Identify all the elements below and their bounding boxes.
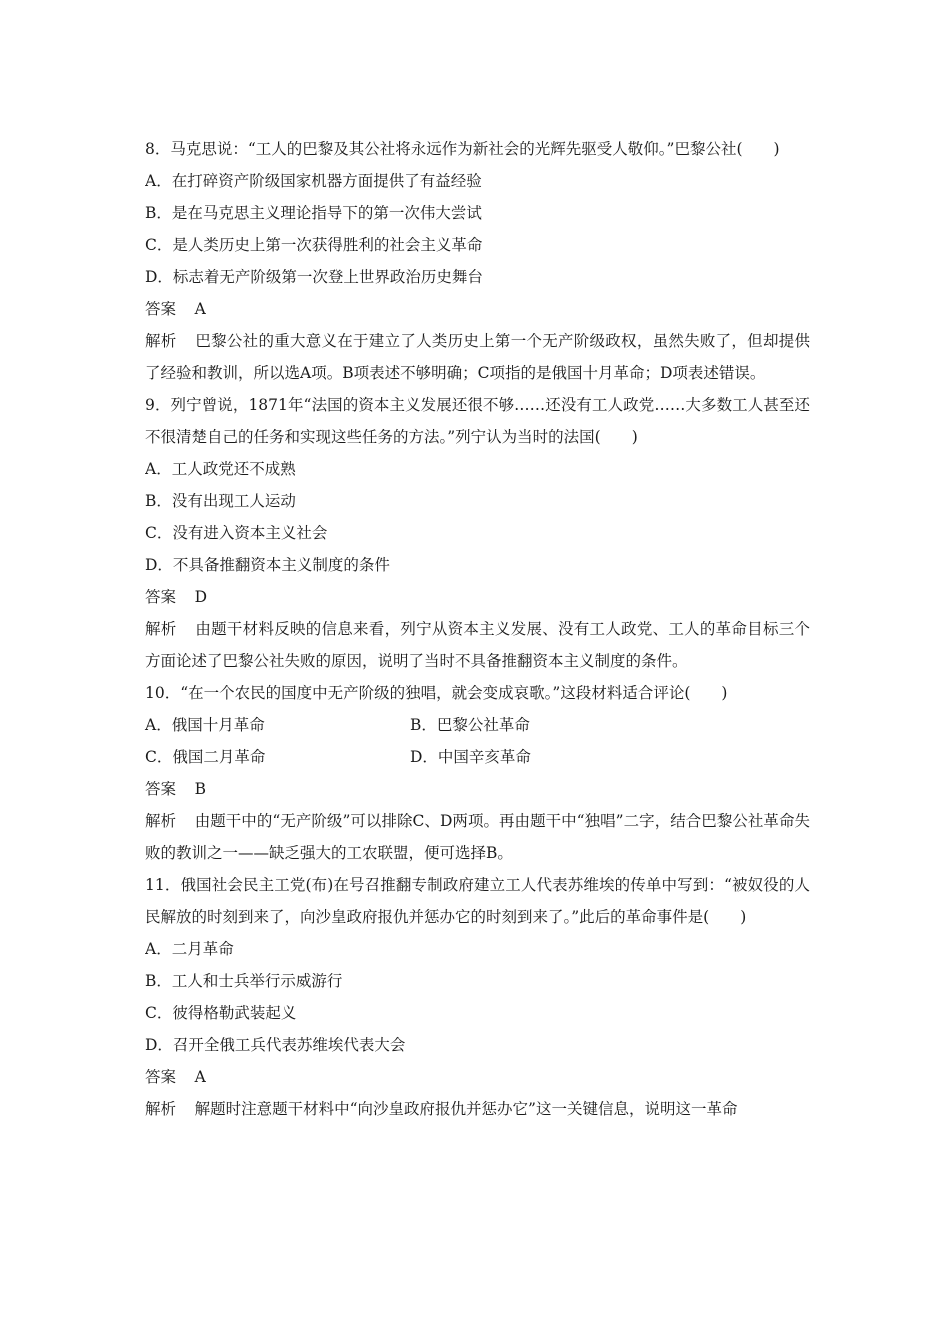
option-d: D．召开全俄工兵代表苏维埃代表大会 [145, 1036, 406, 1054]
question-9 [145, 389, 810, 677]
option-a: A．俄国十月革命 [145, 716, 265, 734]
option-b: B．没有出现工人运动 [145, 492, 296, 510]
analysis-text: 由题干中的“无产阶级”可以排除C、D两项。再由题干中“独唱”二字，结合巴黎公社革命失败的教训之一——缺乏强大的工农联盟，便可选择B。 [145, 812, 810, 862]
answer-line [145, 581, 810, 613]
answer-line [145, 1061, 810, 1093]
question-stem: 8．马克思说：“工人的巴黎及其公社将永远作为新社会的光辉先驱受人敬仰。”巴黎公社( ) [145, 140, 780, 158]
option-c: C．俄国二月革命 [145, 748, 266, 766]
question-stem: 11．俄国社会民主工党(布)在号召推翻专制政府建立工人代表苏维埃的传单中写到：“被奴役的人民解放的时刻到来了，向沙皇政府报仇并惩办它的时刻到来了。”此后的革命事件是( ) [145, 876, 810, 926]
option-row [145, 741, 810, 773]
answer-value: A [194, 300, 206, 318]
analysis-line [145, 805, 810, 869]
answer-label: 答案 [145, 780, 177, 798]
answer-label: 答案 [145, 1068, 177, 1086]
analysis-label: 解析 [145, 812, 177, 830]
option-d: D．不具备推翻资本主义制度的条件 [145, 556, 390, 574]
analysis-line [145, 325, 810, 389]
analysis-text: 由题干材料反映的信息来看，列宁从资本主义发展、没有工人政党、工人的革命目标三个方面论述了巴黎公社失败的原因，说明了当时不具备推翻资本主义制度的条件。 [145, 620, 810, 670]
answer-line [145, 773, 810, 805]
answer-value: D [194, 588, 208, 606]
question-stem: 9．列宁曾说，1871年“法国的资本主义发展还很不够……还没有工人政党……大多数工人甚至还不很清楚自己的任务和实现这些任务的方法。”列宁认为当时的法国( ) [145, 396, 810, 446]
answer-value: A [194, 1068, 206, 1086]
answer-label: 答案 [145, 300, 177, 318]
option-d: D．标志着无产阶级第一次登上世界政治历史舞台 [145, 268, 483, 286]
option-b: B．是在马克思主义理论指导下的第一次伟大尝试 [145, 204, 482, 222]
analysis-label: 解析 [145, 1100, 177, 1118]
analysis-text: 解题时注意题干材料中“向沙皇政府报仇并惩办它”这一关键信息，说明这一革命 [194, 1100, 738, 1118]
option-b: B．工人和士兵举行示威游行 [145, 972, 343, 990]
question-list [145, 133, 810, 1125]
analysis-line [145, 1093, 810, 1125]
option-c: C．是人类历史上第一次获得胜利的社会主义革命 [145, 236, 483, 254]
analysis-text: 巴黎公社的重大意义在于建立了人类历史上第一个无产阶级政权，虽然失败了，但却提供了经验和教训，所以选A项。B项表述不够明确；C项指的是俄国十月革命；D项表述错误。 [145, 332, 810, 382]
option-row [145, 709, 810, 741]
analysis-label: 解析 [145, 620, 177, 638]
analysis-line [145, 613, 810, 677]
question-stem: 10．“在一个农民的国度中无产阶级的独唱，就会变成哀歌。”这段材料适合评论( ) [145, 684, 728, 702]
answer-value: B [194, 780, 206, 798]
option-c: C．彼得格勒武装起义 [145, 1004, 297, 1022]
option-a: A．在打碎资产阶级国家机器方面提供了有益经验 [145, 172, 482, 190]
option-a: A．工人政党还不成熟 [145, 460, 296, 478]
question-11 [145, 869, 810, 1125]
option-c: C．没有进入资本主义社会 [145, 524, 328, 542]
analysis-label: 解析 [145, 332, 177, 350]
option-d: D．中国辛亥革命 [410, 748, 531, 766]
answer-label: 答案 [145, 588, 177, 606]
option-b: B．巴黎公社革命 [410, 716, 530, 734]
question-10 [145, 677, 810, 869]
option-a: A．二月革命 [145, 940, 234, 958]
answer-line [145, 293, 810, 325]
question-8 [145, 133, 810, 389]
